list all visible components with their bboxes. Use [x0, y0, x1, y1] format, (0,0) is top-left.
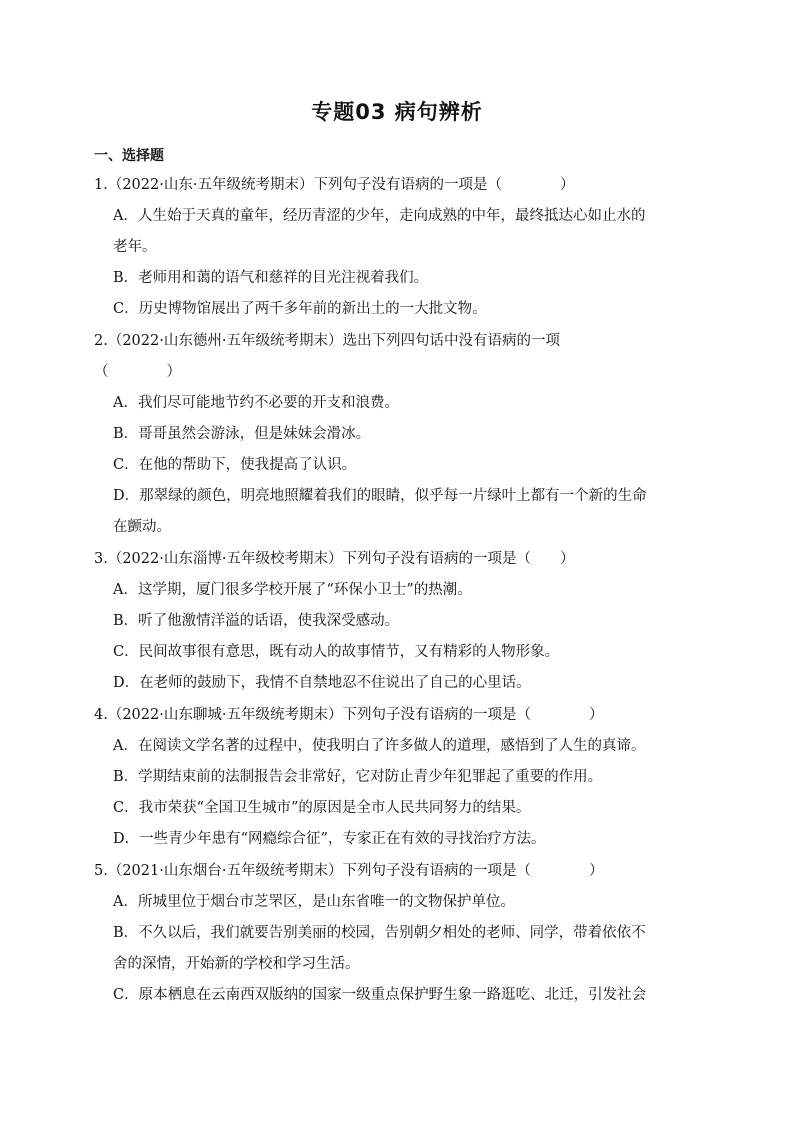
question-5-option-b: B．不久以后，我们就要告别美丽的校园，告别朝夕相处的老师、同学，带着依依不: [113, 925, 646, 941]
question-4-option-a: A．在阅读文学名著的过程中，使我明白了许多做人的道理，感悟到了人生的真谛。: [113, 738, 646, 754]
question-1-option-c: C．历史博物馆展出了两千多年前的新出土的一大批文物。: [113, 301, 487, 317]
question-1-option-b: B．老师用和蔼的语气和慈祥的目光注视着我们。: [113, 270, 429, 286]
question-3-option-c: C．民间故事很有意思，既有动人的故事情节，又有精彩的人物形象。: [113, 644, 560, 660]
question-4-stem: 4.（2022·山东聊城·五年级统考期末）下列句子没有语病的一项是（ ）: [94, 707, 604, 723]
question-2-option-d-cont: 在颤动。: [113, 519, 171, 535]
question-2-stem: 2.（2022·山东德州·五年级统考期末）选出下列四句话中没有语病的一项: [94, 333, 560, 349]
question-1-stem: 1.（2022·山东·五年级统考期末）下列句子没有语病的一项是（ ）: [94, 177, 575, 193]
page-title: 专题03 病句辨析: [311, 100, 483, 124]
question-5-option-a: A．所城里位于烟台市芝罘区，是山东省唯一的文物保护单位。: [113, 894, 515, 910]
question-3-option-d: D．在老师的鼓励下，我情不自禁地忍不住说出了自己的心里话。: [113, 675, 531, 691]
question-1-option-a-cont: 老年。: [113, 239, 157, 255]
question-4-option-c: C．我市荣获“全国卫生城市”的原因是全市人民共同努力的结果。: [113, 800, 531, 816]
question-3-stem: 3.（2022·山东淄博·五年级校考期末）下列句子没有语病的一项是（ ）: [94, 551, 575, 567]
question-5-option-c: C．原本栖息在云南西双版纳的国家一级重点保护野生象一路逛吃、北迁，引发社会: [113, 987, 647, 1003]
question-3-option-a: A．这学期，厦门很多学校开展了“环保小卫士”的热潮。: [113, 582, 472, 598]
question-4-option-d: D．一些青少年患有“网瘾综合征”，专家正在有效的寻找治疗方法。: [113, 831, 546, 847]
question-2-option-c: C．在他的帮助下，使我提高了认识。: [113, 457, 357, 473]
question-5-option-b-cont: 舍的深情，开始新的学校和学习生活。: [113, 956, 360, 972]
question-2-answer-blank: （ ）: [94, 364, 181, 380]
question-2-option-b: B．哥哥虽然会游泳，但是妹妹会滑冰。: [113, 426, 371, 442]
question-1-option-a: A．人生始于天真的童年，经历青涩的少年，走向成熟的中年，最终抵达心如止水的: [113, 208, 646, 224]
question-4-option-b: B．学期结束前的法制报告会非常好，它对防止青少年犯罪起了重要的作用。: [113, 769, 603, 785]
question-2-option-a: A．我们尽可能地节约不必要的开支和浪费。: [113, 395, 399, 411]
question-3-option-b: B．听了他激情洋溢的话语，使我深受感动。: [113, 613, 400, 629]
question-5-stem: 5.（2021·山东烟台·五年级统考期末）下列句子没有语病的一项是（ ）: [94, 863, 604, 879]
question-2-option-d: D．那翠绿的颜色，明亮地照耀着我们的眼睛，似乎每一片绿叶上都有一个新的生命: [113, 488, 647, 504]
section-heading: 一、选择题: [94, 148, 164, 164]
